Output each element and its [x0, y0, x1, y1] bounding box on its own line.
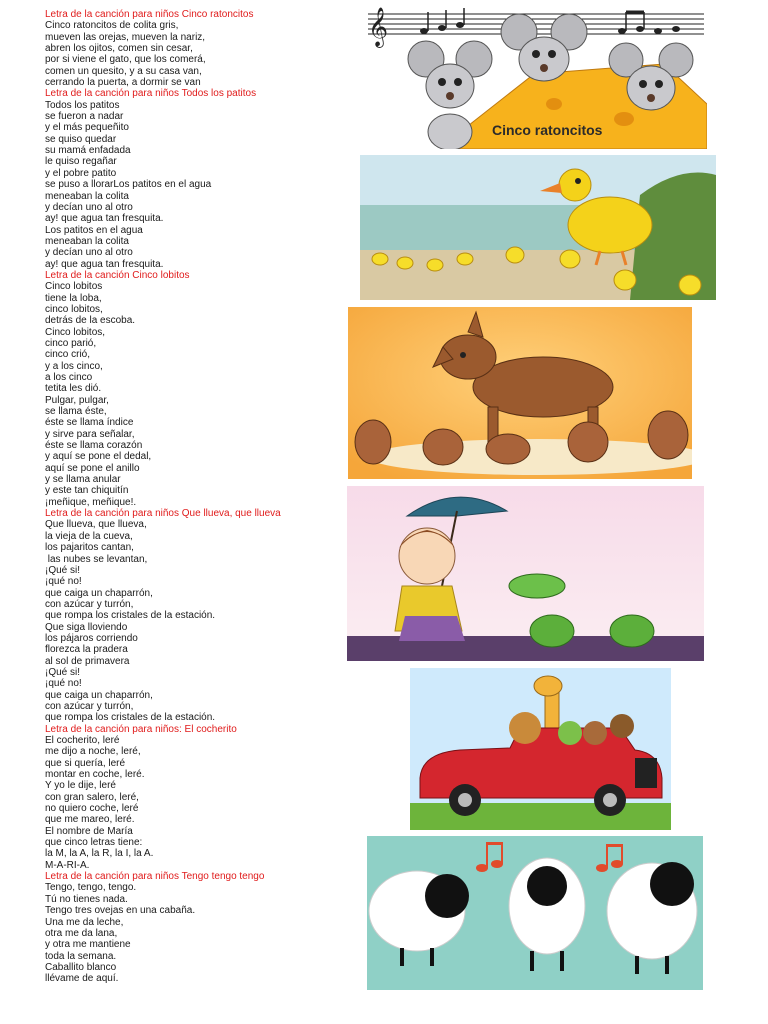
lyric-line: que cinco letras tiene:	[45, 837, 143, 849]
lyric-line: M-A-RI-A.	[45, 859, 90, 871]
song-title: Letra de la canción para niños: El cocherito	[45, 723, 237, 735]
lyric-line: se puso a llorarLos patitos en el agua	[45, 179, 212, 191]
song-title: Letra de la canción para niños Tengo tengo tengo	[45, 871, 265, 883]
lyric-line: El nombre de María	[45, 825, 133, 837]
lyric-line: y a los cinco,	[45, 360, 103, 372]
lyric-line: cerrando la puerta, a dormir se van	[45, 77, 201, 89]
lyric-line: que me mareo, leré.	[45, 814, 135, 826]
lyric-line: la vieja de la cueva,	[45, 530, 133, 542]
wolves-illustration	[348, 307, 692, 479]
lyric-line: ay! que agua tan fresquita.	[45, 213, 164, 225]
lyric-line: cinco parió,	[45, 337, 97, 349]
sheep-drawing	[367, 836, 703, 990]
car-drawing	[410, 668, 671, 830]
car-illustration	[410, 668, 671, 830]
lyric-line: cinco crió,	[45, 349, 91, 361]
lyric-line: Tú no tienes nada.	[45, 893, 128, 905]
lyric-line: con azúcar y turrón,	[45, 598, 134, 610]
lyric-line: me dijo a noche, leré,	[45, 746, 141, 758]
lyric-line: tetita les dió.	[45, 383, 102, 395]
lyric-line: llévame de aquí.	[45, 973, 119, 985]
lyric-line: y sirve para señalar,	[45, 428, 135, 440]
song-title: Letra de la canción Cinco lobitos	[45, 269, 190, 281]
lyrics-column	[45, 9, 345, 985]
lyric-line: aquí se pone el anillo	[45, 462, 140, 474]
lyric-line: Cinco lobitos	[45, 281, 103, 293]
lyric-line: su mamá enfadada	[45, 145, 131, 157]
lyric-line: le quiso regañar	[45, 156, 117, 168]
lyric-line: Todos los patitos	[45, 99, 120, 111]
song-title: Letra de la canción para niños Que llueva, que llueva	[45, 508, 281, 520]
lyric-line: ay! que agua tan fresquita.	[45, 258, 164, 270]
sheep-illustration	[367, 836, 703, 990]
lyric-line: florezca la pradera	[45, 644, 128, 656]
lyric-line: con gran salero, leré,	[45, 791, 139, 803]
lyric-line: detrás de la escoba.	[45, 315, 136, 327]
lyric-line: los pajaritos cantan,	[45, 542, 134, 554]
lyric-line: se quiso quedar	[45, 133, 117, 145]
lyric-line: Que llueva, que llueva,	[45, 519, 147, 531]
lyric-line: que rompa los cristales de la estación.	[45, 610, 216, 622]
ducks-drawing	[360, 155, 716, 300]
lyric-line: ¡qué no!	[45, 576, 82, 588]
svg-text:𝄞: 𝄞	[368, 7, 389, 47]
mice-illustration	[364, 4, 707, 149]
lyric-line: Una me da leche,	[45, 916, 124, 928]
lyric-line: otra me da lana,	[45, 927, 118, 939]
lyric-line: con azúcar y turrón,	[45, 700, 134, 712]
lyric-line: por si viene el gato, que los comerá,	[45, 54, 206, 66]
lyric-line: ¡meñique, meñique!.	[45, 496, 137, 508]
lyric-line: se fueron a nadar	[45, 111, 124, 123]
song-title: Letra de la canción para niños Cinco ratoncitos	[45, 9, 254, 20]
lyric-line: ¡qué no!	[45, 678, 82, 690]
lyric-line: y el pobre patito	[45, 167, 117, 179]
lyric-line: Cinco lobitos,	[45, 326, 106, 338]
lyric-line: y este tan chiquitín	[45, 485, 129, 497]
lyric-line: que caiga un chaparrón,	[45, 587, 153, 599]
rain-drawing	[347, 486, 704, 661]
mice-caption: Cinco ratoncitos	[492, 122, 603, 138]
lyric-line: toda la semana.	[45, 950, 117, 962]
lyric-line: que caiga un chaparrón,	[45, 689, 153, 701]
lyric-line: abren los ojitos, comen sin cesar,	[45, 43, 193, 55]
lyric-line: meneaban la colita	[45, 235, 129, 247]
lyric-line: Tengo tres ovejas en una cabaña.	[45, 905, 196, 917]
lyric-line: montar en coche, leré.	[45, 769, 145, 781]
lyric-line: y el más pequeñito	[45, 122, 129, 134]
mice-drawing	[364, 4, 707, 149]
wolves-drawing	[348, 307, 692, 479]
lyric-line: que rompa los cristales de la estación.	[45, 712, 216, 724]
lyric-line: a los cinco	[45, 372, 93, 383]
lyric-line: comen un quesito, y a su casa van,	[45, 65, 202, 77]
lyric-line: Los patitos en el agua	[45, 224, 143, 236]
lyric-line: éste se llama corazón	[45, 440, 143, 452]
lyric-line: Pulgar, pulgar,	[45, 394, 109, 406]
lyric-line: y aquí se pone el dedal,	[45, 451, 152, 463]
lyric-line: Tengo, tengo, tengo.	[45, 882, 137, 894]
lyric-line: meneaban la colita	[45, 190, 129, 202]
lyric-line: no quiero coche, leré	[45, 803, 139, 815]
lyric-line: Que siga lloviendo	[45, 621, 128, 633]
lyric-line: Caballito blanco	[45, 961, 117, 973]
lyric-line: Cinco ratoncitos de colita gris,	[45, 20, 179, 32]
lyric-line: ¡Qué si!	[45, 564, 81, 576]
lyric-line: se llama éste,	[45, 406, 107, 418]
song-title: Letra de la canción para niños Todos los patitos	[45, 88, 257, 100]
lyric-line: tiene la loba,	[45, 292, 102, 304]
lyric-line: y decían uno al otro	[45, 247, 133, 259]
lyric-line: Y yo le dije, leré	[45, 780, 116, 792]
lyric-line: que si quería, leré	[45, 757, 126, 769]
lyric-line: la M, la A, la R, la I, la A.	[45, 848, 154, 860]
lyric-line: y decían uno al otro	[45, 201, 133, 213]
lyric-line: ¡Qué si!	[45, 666, 81, 678]
lyric-line: las nubes se levantan,	[45, 553, 148, 565]
ducks-illustration	[360, 155, 716, 300]
lyric-line: al sol de primavera	[45, 655, 130, 667]
lyric-line: y se llama anular	[45, 474, 121, 486]
music-notes	[420, 8, 680, 34]
lyric-line: cinco lobitos,	[45, 303, 103, 315]
lyric-line: los pájaros corriendo	[45, 632, 138, 644]
lyric-line: éste se llama índice	[45, 417, 134, 429]
lyric-line: y otra me mantiene	[45, 939, 131, 951]
lyric-line: El cocherito, leré	[45, 735, 120, 746]
rain-illustration	[347, 486, 704, 661]
lyric-line: mueven las orejas, mueven la nariz,	[45, 31, 206, 43]
